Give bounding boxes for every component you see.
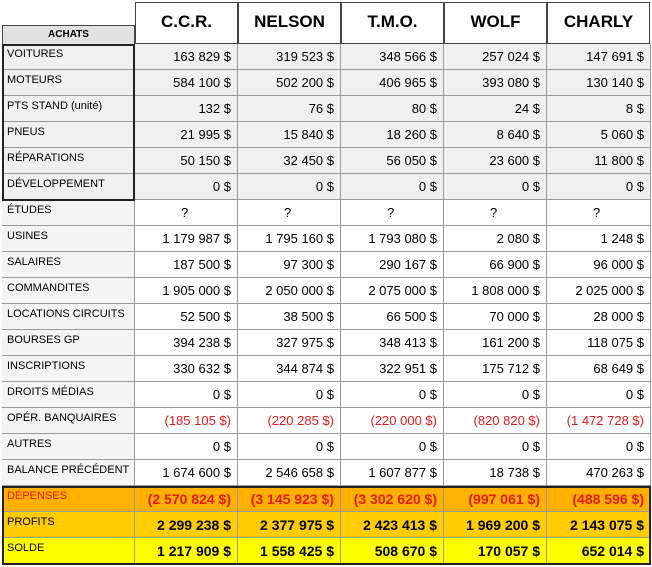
team-header-tmo: T.M.O.: [341, 2, 444, 44]
cell-commandites-tmo: 2 075 000 $: [341, 278, 444, 304]
cell-balance-precedent-ccr: 1 674 600 $: [135, 460, 238, 486]
cell-droits-medias-tmo: 0 $: [341, 382, 444, 408]
cell-voitures-ccr: 163 829 $: [135, 44, 238, 70]
cell-pts-stand-charly: 8 $: [547, 96, 651, 122]
table-row-usines: [0, 226, 652, 252]
table-row-oper-banquaires: [0, 408, 652, 434]
row-label-inscriptions: INSCRIPTIONS: [2, 356, 135, 382]
section-label-achats: ACHATS: [2, 25, 135, 44]
row-label-voitures: VOITURES: [2, 44, 135, 70]
cell-bourses-gp-ccr: 394 238 $: [135, 330, 238, 356]
cell-profits-charly: 2 143 075 $: [547, 512, 651, 538]
cell-etudes-tmo: ?: [341, 200, 444, 226]
cell-inscriptions-charly: 68 649 $: [547, 356, 651, 382]
cell-droits-medias-charly: 0 $: [547, 382, 651, 408]
cell-depenses-charly: (488 596 $): [547, 486, 651, 512]
row-label-droits-medias: DROITS MÉDIAS: [2, 382, 135, 408]
row-label-locations-circuits: LOCATIONS CIRCUITS: [2, 304, 135, 330]
row-label-pts-stand: PTS STAND (unité): [2, 96, 135, 122]
cell-balance-precedent-nelson: 2 546 658 $: [238, 460, 341, 486]
cell-reparations-tmo: 56 050 $: [341, 148, 444, 174]
cell-usines-tmo: 1 793 080 $: [341, 226, 444, 252]
cell-commandites-wolf: 1 808 000 $: [444, 278, 547, 304]
cell-profits-tmo: 2 423 413 $: [341, 512, 444, 538]
cell-salaires-nelson: 97 300 $: [238, 252, 341, 278]
row-label-balance-precedent: BALANCE PRÉCÉDENT: [2, 460, 135, 486]
cell-developpement-wolf: 0 $: [444, 174, 547, 200]
table-row-etudes: [0, 200, 652, 226]
cell-etudes-wolf: ?: [444, 200, 547, 226]
cell-etudes-charly: ?: [547, 200, 651, 226]
cell-inscriptions-nelson: 344 874 $: [238, 356, 341, 382]
cell-droits-medias-wolf: 0 $: [444, 382, 547, 408]
table-row-autres: [0, 434, 652, 460]
cell-moteurs-ccr: 584 100 $: [135, 70, 238, 96]
row-label-salaires: SALAIRES: [2, 252, 135, 278]
cell-solde-nelson: 1 558 425 $: [238, 538, 341, 564]
table-row-droits-medias: [0, 382, 652, 408]
row-label-moteurs: MOTEURS: [2, 70, 135, 96]
row-label-oper-banquaires: OPÉR. BANQUAIRES: [2, 408, 135, 434]
cell-locations-circuits-tmo: 66 500 $: [341, 304, 444, 330]
row-label-profits: PROFITS: [2, 512, 135, 538]
cell-autres-ccr: 0 $: [135, 434, 238, 460]
cell-commandites-charly: 2 025 000 $: [547, 278, 651, 304]
cell-autres-nelson: 0 $: [238, 434, 341, 460]
cell-balance-precedent-charly: 470 263 $: [547, 460, 651, 486]
table-row-developpement: [0, 174, 652, 200]
cell-balance-precedent-tmo: 1 607 877 $: [341, 460, 444, 486]
row-label-commandites: COMMANDITES: [2, 278, 135, 304]
row-label-bourses-gp: BOURSES GP: [2, 330, 135, 356]
cell-solde-ccr: 1 217 909 $: [135, 538, 238, 564]
cell-locations-circuits-charly: 28 000 $: [547, 304, 651, 330]
table-row-pts-stand: [0, 96, 652, 122]
table-row-commandites: [0, 278, 652, 304]
cell-depenses-nelson: (3 145 923 $): [238, 486, 341, 512]
table-row-reparations: [0, 148, 652, 174]
cell-depenses-ccr: (2 570 824 $): [135, 486, 238, 512]
cell-reparations-ccr: 50 150 $: [135, 148, 238, 174]
cell-oper-banquaires-wolf: (820 820 $): [444, 408, 547, 434]
table-row-moteurs: [0, 70, 652, 96]
cell-bourses-gp-nelson: 327 975 $: [238, 330, 341, 356]
cell-moteurs-wolf: 393 080 $: [444, 70, 547, 96]
cell-solde-wolf: 170 057 $: [444, 538, 547, 564]
cell-bourses-gp-wolf: 161 200 $: [444, 330, 547, 356]
cell-pneus-nelson: 15 840 $: [238, 122, 341, 148]
cell-inscriptions-tmo: 322 951 $: [341, 356, 444, 382]
row-label-developpement: DÉVELOPPEMENT: [2, 174, 135, 200]
team-header-wolf: WOLF: [444, 2, 547, 44]
row-label-usines: USINES: [2, 226, 135, 252]
cell-inscriptions-ccr: 330 632 $: [135, 356, 238, 382]
cell-moteurs-charly: 130 140 $: [547, 70, 651, 96]
table-row-bourses-gp: [0, 330, 652, 356]
cell-salaires-tmo: 290 167 $: [341, 252, 444, 278]
cell-profits-nelson: 2 377 975 $: [238, 512, 341, 538]
cell-balance-precedent-wolf: 18 738 $: [444, 460, 547, 486]
cell-pneus-wolf: 8 640 $: [444, 122, 547, 148]
row-label-reparations: RÉPARATIONS: [2, 148, 135, 174]
cell-salaires-ccr: 187 500 $: [135, 252, 238, 278]
cell-oper-banquaires-nelson: (220 285 $): [238, 408, 341, 434]
cell-oper-banquaires-ccr: (185 105 $): [135, 408, 238, 434]
cell-salaires-wolf: 66 900 $: [444, 252, 547, 278]
cell-reparations-wolf: 23 600 $: [444, 148, 547, 174]
cell-salaires-charly: 96 000 $: [547, 252, 651, 278]
table-row-solde: [0, 538, 652, 564]
cell-oper-banquaires-tmo: (220 000 $): [341, 408, 444, 434]
cell-pts-stand-tmo: 80 $: [341, 96, 444, 122]
row-label-etudes: ÉTUDES: [2, 200, 135, 226]
row-label-autres: AUTRES: [2, 434, 135, 460]
cell-oper-banquaires-charly: (1 472 728 $): [547, 408, 651, 434]
cell-pneus-ccr: 21 995 $: [135, 122, 238, 148]
cell-depenses-wolf: (997 061 $): [444, 486, 547, 512]
cell-reparations-charly: 11 800 $: [547, 148, 651, 174]
table-row-locations-circuits: [0, 304, 652, 330]
cell-solde-charly: 652 014 $: [547, 538, 651, 564]
team-header-ccr: C.C.R.: [135, 2, 238, 44]
cell-bourses-gp-tmo: 348 413 $: [341, 330, 444, 356]
cell-developpement-charly: 0 $: [547, 174, 651, 200]
cell-developpement-ccr: 0 $: [135, 174, 238, 200]
cell-autres-charly: 0 $: [547, 434, 651, 460]
cell-pts-stand-wolf: 24 $: [444, 96, 547, 122]
cell-usines-charly: 1 248 $: [547, 226, 651, 252]
table-row-salaires: [0, 252, 652, 278]
cell-droits-medias-ccr: 0 $: [135, 382, 238, 408]
cell-locations-circuits-wolf: 70 000 $: [444, 304, 547, 330]
team-header-nelson: NELSON: [238, 2, 341, 44]
cell-profits-ccr: 2 299 238 $: [135, 512, 238, 538]
team-header-charly: CHARLY: [547, 2, 650, 44]
table-row-balance-precedent: [0, 460, 652, 486]
cell-developpement-nelson: 0 $: [238, 174, 341, 200]
cell-developpement-tmo: 0 $: [341, 174, 444, 200]
cell-depenses-tmo: (3 302 620 $): [341, 486, 444, 512]
cell-autres-wolf: 0 $: [444, 434, 547, 460]
cell-droits-medias-nelson: 0 $: [238, 382, 341, 408]
cell-voitures-charly: 147 691 $: [547, 44, 651, 70]
cell-pts-stand-ccr: 132 $: [135, 96, 238, 122]
cell-etudes-nelson: ?: [238, 200, 341, 226]
cell-autres-tmo: 0 $: [341, 434, 444, 460]
row-label-solde: SOLDE: [2, 538, 135, 564]
cell-moteurs-nelson: 502 200 $: [238, 70, 341, 96]
cell-profits-wolf: 1 969 200 $: [444, 512, 547, 538]
cell-moteurs-tmo: 406 965 $: [341, 70, 444, 96]
cell-voitures-nelson: 319 523 $: [238, 44, 341, 70]
cell-voitures-tmo: 348 566 $: [341, 44, 444, 70]
cell-etudes-ccr: ?: [135, 200, 238, 226]
cell-commandites-ccr: 1 905 000 $: [135, 278, 238, 304]
cell-reparations-nelson: 32 450 $: [238, 148, 341, 174]
cell-pneus-charly: 5 060 $: [547, 122, 651, 148]
cell-solde-tmo: 508 670 $: [341, 538, 444, 564]
cell-pneus-tmo: 18 260 $: [341, 122, 444, 148]
cell-usines-nelson: 1 795 160 $: [238, 226, 341, 252]
table-row-depenses: [0, 486, 652, 512]
table-row-inscriptions: [0, 356, 652, 382]
cell-inscriptions-wolf: 175 712 $: [444, 356, 547, 382]
cell-usines-ccr: 1 179 987 $: [135, 226, 238, 252]
table-row-pneus: [0, 122, 652, 148]
cell-voitures-wolf: 257 024 $: [444, 44, 547, 70]
cell-commandites-nelson: 2 050 000 $: [238, 278, 341, 304]
cell-usines-wolf: 2 080 $: [444, 226, 547, 252]
cell-pts-stand-nelson: 76 $: [238, 96, 341, 122]
table-row-profits: [0, 512, 652, 538]
row-label-depenses: DÉPENSES: [2, 486, 135, 512]
cell-bourses-gp-charly: 118 075 $: [547, 330, 651, 356]
cell-locations-circuits-ccr: 52 500 $: [135, 304, 238, 330]
row-label-pneus: PNEUS: [2, 122, 135, 148]
cell-locations-circuits-nelson: 38 500 $: [238, 304, 341, 330]
table-row-voitures: [0, 44, 652, 70]
